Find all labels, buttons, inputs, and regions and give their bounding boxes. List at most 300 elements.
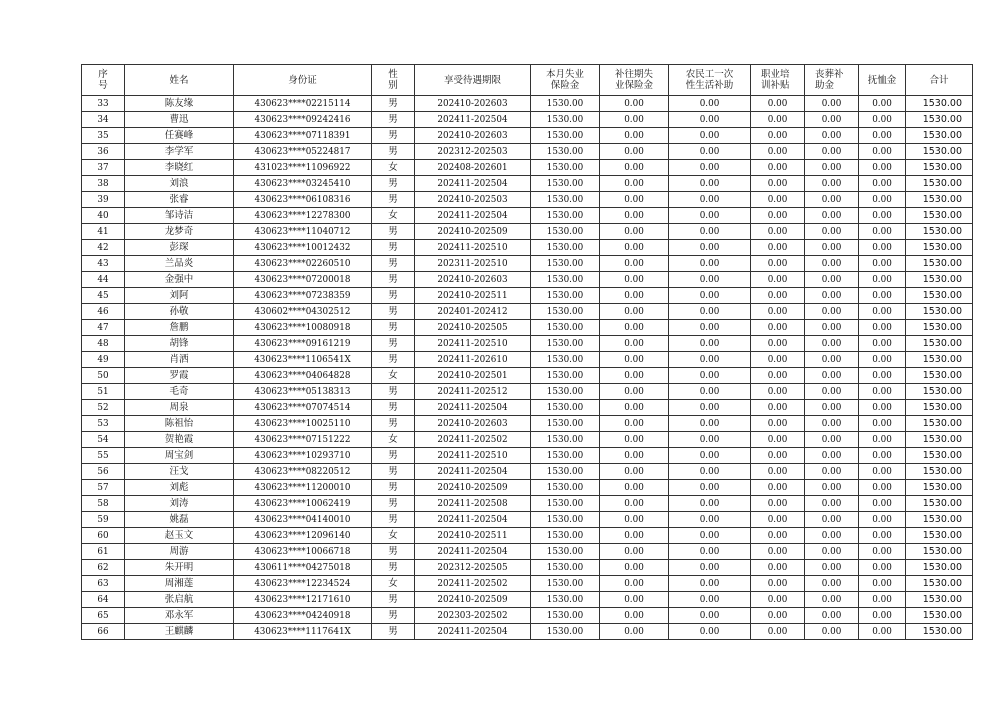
cell-period: 202303-202502: [415, 608, 531, 624]
cell-gender: 男: [372, 480, 415, 496]
cell-name: 刘彪: [125, 480, 234, 496]
table-row: [82, 608, 973, 624]
cell-pension: 0.00: [859, 432, 906, 448]
cell-total: 1530.00: [906, 352, 973, 368]
cell-back-pay: 0.00: [600, 208, 669, 224]
cell-unemployment: 1530.00: [531, 288, 600, 304]
table-row: [82, 544, 973, 560]
cell-unemployment: 1530.00: [531, 400, 600, 416]
cell-unemployment: 1530.00: [531, 624, 600, 640]
cell-name: 李晓红: [125, 160, 234, 176]
cell-back-pay: 0.00: [600, 288, 669, 304]
cell-training: 0.00: [751, 112, 805, 128]
cell-period: 202411-202510: [415, 240, 531, 256]
cell-unemployment: 1530.00: [531, 512, 600, 528]
cell-seq: 58: [82, 496, 125, 512]
cell-period: 202410-202505: [415, 320, 531, 336]
cell-id: 430623****10293710: [234, 448, 372, 464]
cell-back-pay: 0.00: [600, 272, 669, 288]
cell-pension: 0.00: [859, 176, 906, 192]
cell-unemployment: 1530.00: [531, 112, 600, 128]
cell-farmer-subsidy: 0.00: [669, 352, 751, 368]
cell-pension: 0.00: [859, 208, 906, 224]
cell-id: 430623****10062419: [234, 496, 372, 512]
cell-seq: 60: [82, 528, 125, 544]
cell-funeral: 0.00: [805, 416, 859, 432]
cell-funeral: 0.00: [805, 448, 859, 464]
col-header-training: 职业培 训补贴: [751, 65, 805, 96]
table-row: [82, 512, 973, 528]
cell-funeral: 0.00: [805, 368, 859, 384]
cell-pension: 0.00: [859, 464, 906, 480]
cell-id: 430623****10066718: [234, 544, 372, 560]
cell-funeral: 0.00: [805, 608, 859, 624]
cell-total: 1530.00: [906, 256, 973, 272]
cell-seq: 62: [82, 560, 125, 576]
benefit-table: [81, 64, 973, 640]
cell-farmer-subsidy: 0.00: [669, 208, 751, 224]
cell-pension: 0.00: [859, 560, 906, 576]
cell-unemployment: 1530.00: [531, 192, 600, 208]
cell-id: 430623****10025110: [234, 416, 372, 432]
cell-seq: 61: [82, 544, 125, 560]
cell-back-pay: 0.00: [600, 432, 669, 448]
cell-name: 毛奇: [125, 384, 234, 400]
cell-total: 1530.00: [906, 528, 973, 544]
cell-farmer-subsidy: 0.00: [669, 544, 751, 560]
cell-unemployment: 1530.00: [531, 304, 600, 320]
cell-total: 1530.00: [906, 368, 973, 384]
cell-back-pay: 0.00: [600, 112, 669, 128]
cell-id: 430623****06108316: [234, 192, 372, 208]
cell-farmer-subsidy: 0.00: [669, 576, 751, 592]
cell-gender: 男: [372, 448, 415, 464]
cell-name: 金强中: [125, 272, 234, 288]
cell-farmer-subsidy: 0.00: [669, 176, 751, 192]
cell-total: 1530.00: [906, 416, 973, 432]
cell-id: 430623****04140010: [234, 512, 372, 528]
cell-period: 202410-202509: [415, 480, 531, 496]
cell-training: 0.00: [751, 320, 805, 336]
cell-name: 周湘莲: [125, 576, 234, 592]
cell-training: 0.00: [751, 528, 805, 544]
cell-funeral: 0.00: [805, 272, 859, 288]
cell-back-pay: 0.00: [600, 320, 669, 336]
cell-gender: 男: [372, 320, 415, 336]
cell-back-pay: 0.00: [600, 176, 669, 192]
cell-pension: 0.00: [859, 352, 906, 368]
cell-funeral: 0.00: [805, 288, 859, 304]
cell-unemployment: 1530.00: [531, 336, 600, 352]
cell-total: 1530.00: [906, 592, 973, 608]
cell-pension: 0.00: [859, 512, 906, 528]
cell-unemployment: 1530.00: [531, 144, 600, 160]
cell-period: 202312-202503: [415, 144, 531, 160]
cell-name: 罗霞: [125, 368, 234, 384]
cell-name: 胡锋: [125, 336, 234, 352]
benefit-table-page: [81, 64, 962, 640]
cell-period: 202410-202603: [415, 128, 531, 144]
cell-id: 430623****12234524: [234, 576, 372, 592]
cell-name: 刘浪: [125, 176, 234, 192]
cell-gender: 男: [372, 352, 415, 368]
cell-pension: 0.00: [859, 240, 906, 256]
cell-pension: 0.00: [859, 96, 906, 112]
cell-pension: 0.00: [859, 336, 906, 352]
header-row: [82, 65, 973, 96]
cell-gender: 男: [372, 544, 415, 560]
cell-seq: 56: [82, 464, 125, 480]
cell-gender: 男: [372, 224, 415, 240]
cell-seq: 59: [82, 512, 125, 528]
cell-pension: 0.00: [859, 528, 906, 544]
cell-training: 0.00: [751, 240, 805, 256]
cell-gender: 男: [372, 272, 415, 288]
cell-training: 0.00: [751, 368, 805, 384]
cell-period: 202312-202505: [415, 560, 531, 576]
cell-name: 赵玉文: [125, 528, 234, 544]
cell-unemployment: 1530.00: [531, 464, 600, 480]
cell-gender: 女: [372, 160, 415, 176]
cell-gender: 男: [372, 240, 415, 256]
cell-back-pay: 0.00: [600, 192, 669, 208]
cell-total: 1530.00: [906, 624, 973, 640]
cell-total: 1530.00: [906, 496, 973, 512]
cell-pension: 0.00: [859, 144, 906, 160]
cell-farmer-subsidy: 0.00: [669, 400, 751, 416]
cell-pension: 0.00: [859, 256, 906, 272]
cell-pension: 0.00: [859, 544, 906, 560]
cell-farmer-subsidy: 0.00: [669, 240, 751, 256]
cell-training: 0.00: [751, 592, 805, 608]
cell-seq: 37: [82, 160, 125, 176]
cell-farmer-subsidy: 0.00: [669, 256, 751, 272]
cell-name: 贺艳霞: [125, 432, 234, 448]
cell-funeral: 0.00: [805, 160, 859, 176]
cell-funeral: 0.00: [805, 224, 859, 240]
table-row: [82, 288, 973, 304]
cell-unemployment: 1530.00: [531, 448, 600, 464]
cell-period: 202411-202504: [415, 176, 531, 192]
cell-period: 202411-202504: [415, 400, 531, 416]
cell-period: 202410-202511: [415, 528, 531, 544]
col-header-period: 享受待遇期限: [415, 65, 531, 96]
cell-gender: 男: [372, 288, 415, 304]
cell-total: 1530.00: [906, 560, 973, 576]
cell-name: 姚磊: [125, 512, 234, 528]
cell-gender: 男: [372, 496, 415, 512]
cell-name: 汪戈: [125, 464, 234, 480]
cell-name: 刘阿: [125, 288, 234, 304]
table-row: [82, 256, 973, 272]
cell-total: 1530.00: [906, 400, 973, 416]
table-row: [82, 208, 973, 224]
cell-training: 0.00: [751, 560, 805, 576]
cell-pension: 0.00: [859, 416, 906, 432]
cell-seq: 50: [82, 368, 125, 384]
cell-seq: 55: [82, 448, 125, 464]
cell-back-pay: 0.00: [600, 384, 669, 400]
table-row: [82, 240, 973, 256]
cell-gender: 男: [372, 256, 415, 272]
cell-seq: 34: [82, 112, 125, 128]
cell-total: 1530.00: [906, 128, 973, 144]
cell-farmer-subsidy: 0.00: [669, 560, 751, 576]
cell-funeral: 0.00: [805, 320, 859, 336]
cell-gender: 男: [372, 384, 415, 400]
cell-gender: 男: [372, 624, 415, 640]
cell-pension: 0.00: [859, 160, 906, 176]
cell-id: 430623****08220512: [234, 464, 372, 480]
cell-farmer-subsidy: 0.00: [669, 112, 751, 128]
col-header-id: 身份证: [234, 65, 372, 96]
table-row: [82, 384, 973, 400]
cell-total: 1530.00: [906, 192, 973, 208]
cell-period: 202411-202504: [415, 512, 531, 528]
cell-funeral: 0.00: [805, 128, 859, 144]
cell-id: 430623****12278300: [234, 208, 372, 224]
cell-period: 202411-202504: [415, 208, 531, 224]
cell-farmer-subsidy: 0.00: [669, 512, 751, 528]
cell-funeral: 0.00: [805, 144, 859, 160]
cell-pension: 0.00: [859, 192, 906, 208]
cell-funeral: 0.00: [805, 192, 859, 208]
cell-name: 孙敬: [125, 304, 234, 320]
cell-total: 1530.00: [906, 448, 973, 464]
cell-gender: 男: [372, 176, 415, 192]
cell-seq: 40: [82, 208, 125, 224]
cell-training: 0.00: [751, 352, 805, 368]
cell-training: 0.00: [751, 624, 805, 640]
cell-unemployment: 1530.00: [531, 176, 600, 192]
cell-gender: 女: [372, 576, 415, 592]
cell-gender: 女: [372, 528, 415, 544]
cell-name: 李学军: [125, 144, 234, 160]
cell-back-pay: 0.00: [600, 528, 669, 544]
table-row: [82, 128, 973, 144]
cell-farmer-subsidy: 0.00: [669, 608, 751, 624]
cell-back-pay: 0.00: [600, 224, 669, 240]
table-body: [82, 96, 973, 640]
cell-back-pay: 0.00: [600, 96, 669, 112]
cell-funeral: 0.00: [805, 624, 859, 640]
cell-unemployment: 1530.00: [531, 160, 600, 176]
cell-pension: 0.00: [859, 224, 906, 240]
col-header-farmer-subsidy: 农民工一次 性生活补助: [669, 65, 751, 96]
cell-back-pay: 0.00: [600, 336, 669, 352]
cell-funeral: 0.00: [805, 256, 859, 272]
cell-farmer-subsidy: 0.00: [669, 480, 751, 496]
cell-id: 431023****11096922: [234, 160, 372, 176]
cell-farmer-subsidy: 0.00: [669, 496, 751, 512]
cell-back-pay: 0.00: [600, 592, 669, 608]
col-header-total: 合计: [906, 65, 973, 96]
cell-gender: 女: [372, 368, 415, 384]
cell-back-pay: 0.00: [600, 144, 669, 160]
cell-total: 1530.00: [906, 512, 973, 528]
cell-period: 202410-202503: [415, 192, 531, 208]
cell-name: 龙梦奇: [125, 224, 234, 240]
cell-id: 430623****07238359: [234, 288, 372, 304]
cell-name: 肖洒: [125, 352, 234, 368]
table-row: [82, 160, 973, 176]
cell-total: 1530.00: [906, 608, 973, 624]
cell-seq: 46: [82, 304, 125, 320]
cell-gender: 男: [372, 512, 415, 528]
cell-back-pay: 0.00: [600, 576, 669, 592]
cell-id: 430623****11200010: [234, 480, 372, 496]
table-row: [82, 624, 973, 640]
cell-total: 1530.00: [906, 96, 973, 112]
cell-total: 1530.00: [906, 272, 973, 288]
cell-farmer-subsidy: 0.00: [669, 304, 751, 320]
cell-farmer-subsidy: 0.00: [669, 320, 751, 336]
cell-training: 0.00: [751, 192, 805, 208]
cell-training: 0.00: [751, 144, 805, 160]
cell-period: 202401-202412: [415, 304, 531, 320]
cell-funeral: 0.00: [805, 496, 859, 512]
cell-pension: 0.00: [859, 320, 906, 336]
cell-farmer-subsidy: 0.00: [669, 128, 751, 144]
cell-period: 202410-202501: [415, 368, 531, 384]
cell-pension: 0.00: [859, 448, 906, 464]
cell-name: 邹诗洁: [125, 208, 234, 224]
col-header-pension: 抚恤金: [859, 65, 906, 96]
cell-gender: 男: [372, 464, 415, 480]
cell-id: 430623****10012432: [234, 240, 372, 256]
cell-id: 430602****04302512: [234, 304, 372, 320]
cell-id: 430623****11040712: [234, 224, 372, 240]
cell-funeral: 0.00: [805, 208, 859, 224]
cell-period: 202411-202504: [415, 624, 531, 640]
cell-pension: 0.00: [859, 368, 906, 384]
cell-unemployment: 1530.00: [531, 320, 600, 336]
cell-name: 任赛峰: [125, 128, 234, 144]
cell-pension: 0.00: [859, 400, 906, 416]
cell-pension: 0.00: [859, 128, 906, 144]
cell-training: 0.00: [751, 464, 805, 480]
table-row: [82, 192, 973, 208]
cell-id: 430623****07200018: [234, 272, 372, 288]
cell-training: 0.00: [751, 224, 805, 240]
table-row: [82, 352, 973, 368]
cell-funeral: 0.00: [805, 96, 859, 112]
cell-name: 周游: [125, 544, 234, 560]
cell-period: 202311-202510: [415, 256, 531, 272]
cell-seq: 43: [82, 256, 125, 272]
cell-farmer-subsidy: 0.00: [669, 336, 751, 352]
cell-gender: 女: [372, 208, 415, 224]
cell-unemployment: 1530.00: [531, 384, 600, 400]
cell-unemployment: 1530.00: [531, 208, 600, 224]
cell-total: 1530.00: [906, 432, 973, 448]
cell-seq: 53: [82, 416, 125, 432]
cell-farmer-subsidy: 0.00: [669, 528, 751, 544]
cell-unemployment: 1530.00: [531, 224, 600, 240]
cell-pension: 0.00: [859, 384, 906, 400]
cell-gender: 男: [372, 192, 415, 208]
cell-back-pay: 0.00: [600, 256, 669, 272]
cell-training: 0.00: [751, 176, 805, 192]
table-row: [82, 592, 973, 608]
cell-training: 0.00: [751, 272, 805, 288]
cell-total: 1530.00: [906, 304, 973, 320]
cell-seq: 57: [82, 480, 125, 496]
cell-farmer-subsidy: 0.00: [669, 160, 751, 176]
cell-unemployment: 1530.00: [531, 240, 600, 256]
cell-funeral: 0.00: [805, 336, 859, 352]
table-row: [82, 176, 973, 192]
cell-id: 430623****07118391: [234, 128, 372, 144]
cell-id: 430623****09242416: [234, 112, 372, 128]
cell-unemployment: 1530.00: [531, 128, 600, 144]
table-row: [82, 368, 973, 384]
cell-farmer-subsidy: 0.00: [669, 416, 751, 432]
cell-funeral: 0.00: [805, 400, 859, 416]
cell-period: 202411-202502: [415, 576, 531, 592]
cell-period: 202411-202502: [415, 432, 531, 448]
cell-total: 1530.00: [906, 144, 973, 160]
table-row: [82, 336, 973, 352]
cell-name: 刘涛: [125, 496, 234, 512]
cell-back-pay: 0.00: [600, 128, 669, 144]
cell-total: 1530.00: [906, 112, 973, 128]
cell-name: 张睿: [125, 192, 234, 208]
cell-total: 1530.00: [906, 384, 973, 400]
cell-back-pay: 0.00: [600, 240, 669, 256]
cell-total: 1530.00: [906, 544, 973, 560]
cell-unemployment: 1530.00: [531, 480, 600, 496]
cell-training: 0.00: [751, 448, 805, 464]
col-header-seq: 序 号: [82, 65, 125, 96]
cell-funeral: 0.00: [805, 528, 859, 544]
cell-unemployment: 1530.00: [531, 352, 600, 368]
cell-funeral: 0.00: [805, 384, 859, 400]
cell-period: 202410-202603: [415, 272, 531, 288]
cell-funeral: 0.00: [805, 352, 859, 368]
cell-seq: 65: [82, 608, 125, 624]
cell-id: 430611****04275018: [234, 560, 372, 576]
cell-gender: 男: [372, 304, 415, 320]
cell-gender: 男: [372, 400, 415, 416]
cell-id: 430623****09161219: [234, 336, 372, 352]
table-row: [82, 448, 973, 464]
cell-gender: 男: [372, 592, 415, 608]
cell-total: 1530.00: [906, 160, 973, 176]
cell-training: 0.00: [751, 496, 805, 512]
cell-total: 1530.00: [906, 576, 973, 592]
cell-pension: 0.00: [859, 304, 906, 320]
cell-period: 202411-202510: [415, 336, 531, 352]
cell-id: 430623****12096140: [234, 528, 372, 544]
cell-seq: 36: [82, 144, 125, 160]
cell-unemployment: 1530.00: [531, 96, 600, 112]
cell-period: 202411-202610: [415, 352, 531, 368]
cell-farmer-subsidy: 0.00: [669, 448, 751, 464]
cell-pension: 0.00: [859, 112, 906, 128]
cell-seq: 66: [82, 624, 125, 640]
cell-name: 陈友缘: [125, 96, 234, 112]
cell-training: 0.00: [751, 336, 805, 352]
table-row: [82, 320, 973, 336]
cell-back-pay: 0.00: [600, 416, 669, 432]
table-row: [82, 144, 973, 160]
cell-training: 0.00: [751, 432, 805, 448]
table-row: [82, 96, 973, 112]
cell-total: 1530.00: [906, 240, 973, 256]
cell-period: 202410-202603: [415, 96, 531, 112]
cell-id: 430623****07151222: [234, 432, 372, 448]
